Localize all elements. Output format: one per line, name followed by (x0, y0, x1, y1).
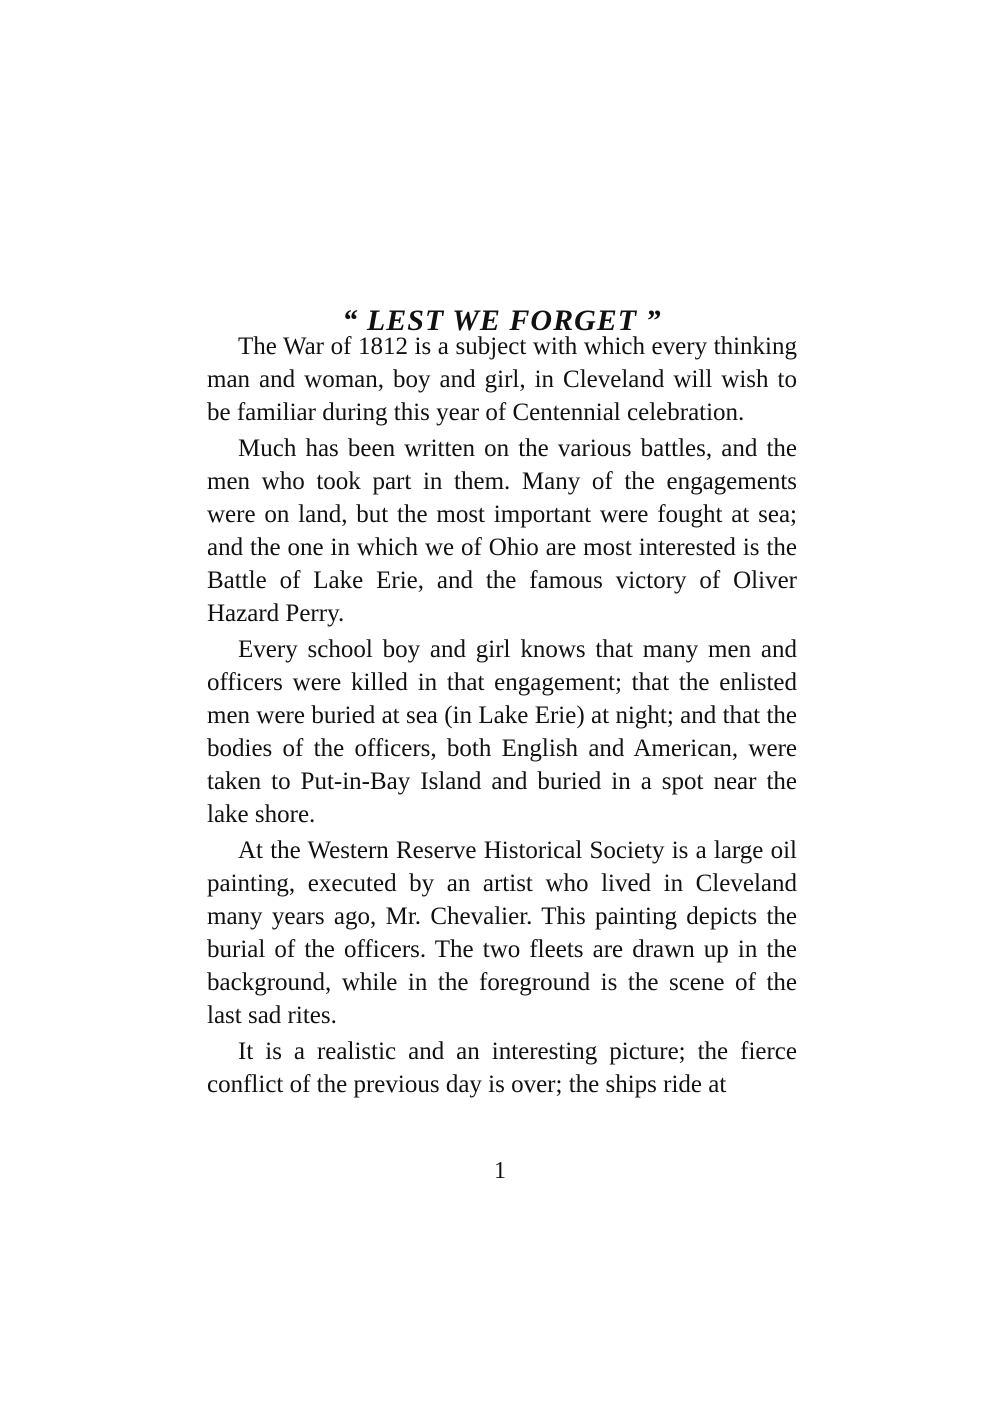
chapter-title: “ LEST WE FORGET ” (342, 304, 662, 338)
page-number: 1 (494, 1158, 506, 1184)
paragraph-2: Much has been written on the various battles, and the men who took part in them. Many of the engagements were on land, but the most important were fought at sea; and the one in which we of Ohio are most interested is the Battle of Lake Erie, and the famous victory of Oliver Hazard Perry. (207, 435, 797, 627)
paragraph-3: Every school boy and girl knows that many men and officers were killed in that engagement; that the enlisted men were buried at sea (in Lake Erie) at night; and that the bodies of the officers, both English and American, were taken to Put-in-Bay Island and buried in a spot near the lake shore. (207, 636, 797, 828)
body-text (207, 330, 797, 1104)
paragraph-4: At the Western Reserve Historical Society is a large oil painting, executed by an artist who lived in Cleveland many years ago, Mr. Chevalier. This painting depicts the burial of the officers. The two fleets are drawn up in the background, while in the foreground is the scene of the last sad rites. (207, 837, 797, 1029)
paragraph-5: It is a realistic and an interesting picture; the fierce conflict of the previous day is over; the ships ride at (207, 1038, 797, 1098)
paragraph-1: The War of 1812 is a subject with which every thinking man and woman, boy and girl, in Cleveland will wish to be familiar during this year of Centennial celebration. (207, 333, 797, 426)
